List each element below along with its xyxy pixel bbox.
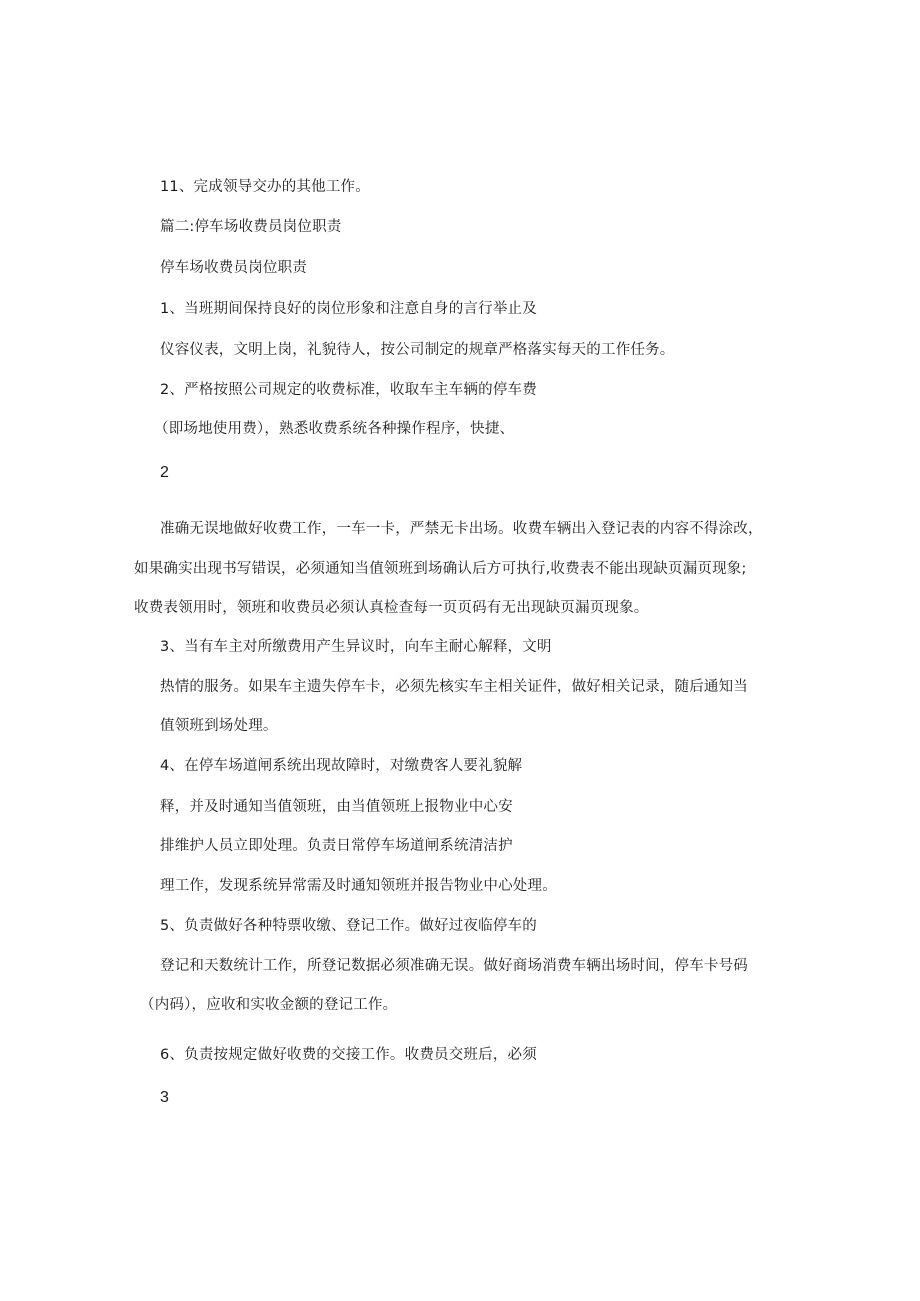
item-6-line-1: 6、负责按规定做好收费的交接工作。收费员交班后，必须 (160, 1047, 537, 1063)
item-4-line-2: 释，并及时通知当值领班，由当值领班上报物业中心安 (160, 799, 513, 815)
item-2-line-2: （即场地使用费），熟悉收费系统各种操作程序，快捷、 (154, 421, 515, 437)
document-title: 停车场收费员岗位职责 (160, 260, 307, 276)
item-5-line-1: 5、负责做好各种特票收缴、登记工作。做好过夜临停车的 (160, 918, 537, 934)
item-2-line-1: 2、严格按照公司规定的收费标准，收取车主车辆的停车费 (160, 382, 537, 398)
item-1-line-1: 1、当班期间保持良好的岗位形象和注意自身的言行举止及 (160, 301, 537, 317)
item-3-line-2: 热情的服务。如果车主遗失停车卡，必须先核实车主相关证件，做好相关记录，随后通知当 (160, 679, 748, 695)
item-1-line-2: 仪容仪表，文明上岗，礼貌待人，按公司制定的规章严格落实每天的工作任务。 (160, 342, 675, 358)
item-3-line-3: 值领班到场处理。 (160, 718, 278, 734)
item-2-line-5: 收费表领用时，领班和收费员必须认真检查每一页页码有无出现缺页漏页现象。 (134, 600, 649, 616)
item-11-line: 11、完成领导交办的其他工作。 (160, 179, 370, 195)
item-2-line-4: 如果确实出现书写错误，必须通知当值领班到场确认后方可执行,收费表不能出现缺页漏页现象; (134, 561, 747, 577)
page-number: 3 (160, 1089, 169, 1106)
item-5-line-3: （内码），应收和实收金额的登记工作。 (140, 997, 398, 1013)
page-number: 2 (160, 464, 169, 481)
item-4-line-1: 4、在停车场道闸系统出现故障时，对缴费客人要礼貌解 (160, 758, 523, 774)
item-3-line-1: 3、当有车主对所缴费用产生异议时，向车主耐心解释，文明 (160, 639, 552, 655)
item-4-line-4: 理工作，发现系统异常需及时通知领班并报告物业中心处理。 (160, 878, 557, 894)
item-5-line-2: 登记和天数统计工作，所登记数据必须准确无误。做好商场消费车辆出场时间，停车卡号码 (160, 958, 748, 974)
section-heading: 篇二:停车场收费员岗位职责 (160, 219, 342, 235)
item-4-line-3: 排维护人员立即处理。负责日常停车场道闸系统清洁护 (160, 838, 513, 854)
item-2-line-3: 准确无误地做好收费工作，一车一卡，严禁无卡出场。收费车辆出入登记表的内容不得涂改， (160, 521, 763, 537)
